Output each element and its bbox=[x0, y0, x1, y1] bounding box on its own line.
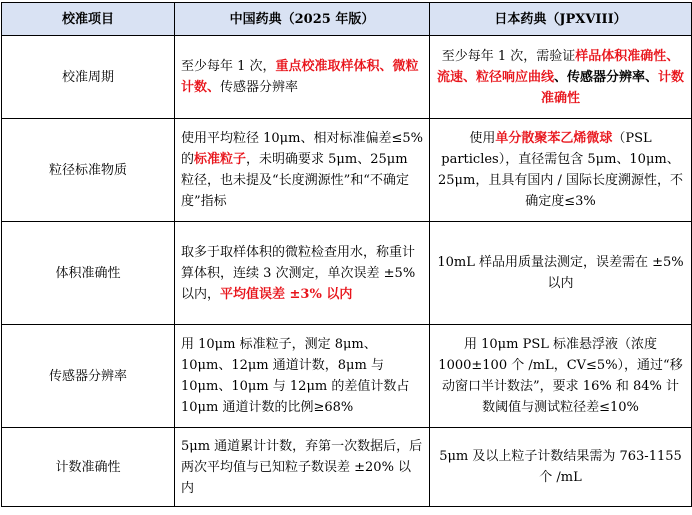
cell-text: 、 bbox=[645, 69, 659, 85]
table-row bbox=[2, 36, 692, 119]
jp-cell bbox=[430, 222, 692, 325]
comparison-table bbox=[1, 2, 692, 507]
highlight-text: 重点校准取样体积、微粒计数、 bbox=[181, 59, 419, 95]
highlight-text: 单分散聚苯乙烯微球 bbox=[495, 131, 613, 146]
cell-text: 至少每年 1 次， bbox=[181, 59, 276, 74]
table-row bbox=[2, 119, 692, 222]
jp-cell bbox=[430, 325, 692, 428]
header-item: 校准项目 bbox=[2, 3, 175, 36]
cell-text: 传感器分辨率 bbox=[220, 80, 299, 95]
chp-cell bbox=[175, 428, 430, 507]
row-label: 传感器分辨率 bbox=[2, 325, 175, 428]
cell-text: 5μm 及以上粒子计数结果需为 763-1155 个 /mL bbox=[439, 449, 682, 485]
row-label: 粒径标准物质 bbox=[2, 119, 175, 222]
cell-text: 使用平均粒径 10μm、相对标准偏差≤5% 的 bbox=[181, 131, 423, 167]
highlight-text: 样品体积准确性、流速、粒径响应曲线 bbox=[436, 48, 680, 85]
jp-cell bbox=[430, 119, 692, 222]
cell-text: ，未明确要求 5μm、25μm 粒径，也未提及“长度溯源性”和“不确定度”指标 bbox=[181, 152, 409, 209]
row-label: 校准周期 bbox=[2, 36, 175, 119]
cell-text: 10mL 样品用质量法测定，误差需在 ±5% 以内 bbox=[437, 255, 684, 291]
highlight-text: 平均值误差 ±3% 以内 bbox=[220, 286, 353, 302]
cell-text: 用 10μm 标准粒子，测定 8μm、10μm、12μm 通道计数，8μm 与 10μm、10μm 与 12μm 的差值计数占 10μm 通道计数的比例≥68% bbox=[181, 337, 410, 415]
jp-cell bbox=[430, 36, 692, 119]
chp-cell bbox=[175, 222, 430, 325]
table-row bbox=[2, 222, 692, 325]
chp-cell bbox=[175, 36, 430, 119]
cell-text: 至少每年 1 次，需验证 bbox=[441, 48, 576, 64]
highlight-text: 计数准确性 bbox=[540, 69, 685, 106]
cell-text: 取多于取样体积的微粒检查用水，称重计算体积，连续 3 次测定，单次误差 ±5% 以内， bbox=[181, 244, 416, 302]
row-label: 计数准确性 bbox=[2, 428, 175, 507]
chp-cell bbox=[175, 119, 430, 222]
jp-cell bbox=[430, 428, 692, 507]
header-row bbox=[2, 3, 692, 36]
bold-text: 传感器分辨率 bbox=[566, 69, 645, 85]
header-chp: 中国药典（2025 年版） bbox=[175, 3, 430, 36]
row-label: 体积准确性 bbox=[2, 222, 175, 325]
cell-text: （PSL particles），直径需包含 5μm、10μm、25μm，且具有国内 / 国际长度溯源性，不确定度≤3% bbox=[438, 131, 683, 209]
cell-text: 、 bbox=[553, 69, 567, 85]
chp-cell bbox=[175, 325, 430, 428]
table-row bbox=[2, 428, 692, 507]
cell-text: 5μm 通道累计计数，弃第一次数据后，后两次平均值与已知粒子数误差 ±20% 以内 bbox=[181, 438, 423, 496]
cell-text: 用 10μm PSL 标准悬浮液（浓度 1000±100 个 /mL，CV≤5%），通过“移动窗口半计数法”，要求 16% 和 84% 计数阈值与测试粒径差≤10% bbox=[438, 337, 683, 415]
cell-text: 使用 bbox=[469, 131, 496, 146]
highlight-text: 标准粒子 bbox=[194, 152, 247, 167]
table-row bbox=[2, 325, 692, 428]
header-jp: 日本药典（JPXVIII） bbox=[430, 3, 692, 36]
